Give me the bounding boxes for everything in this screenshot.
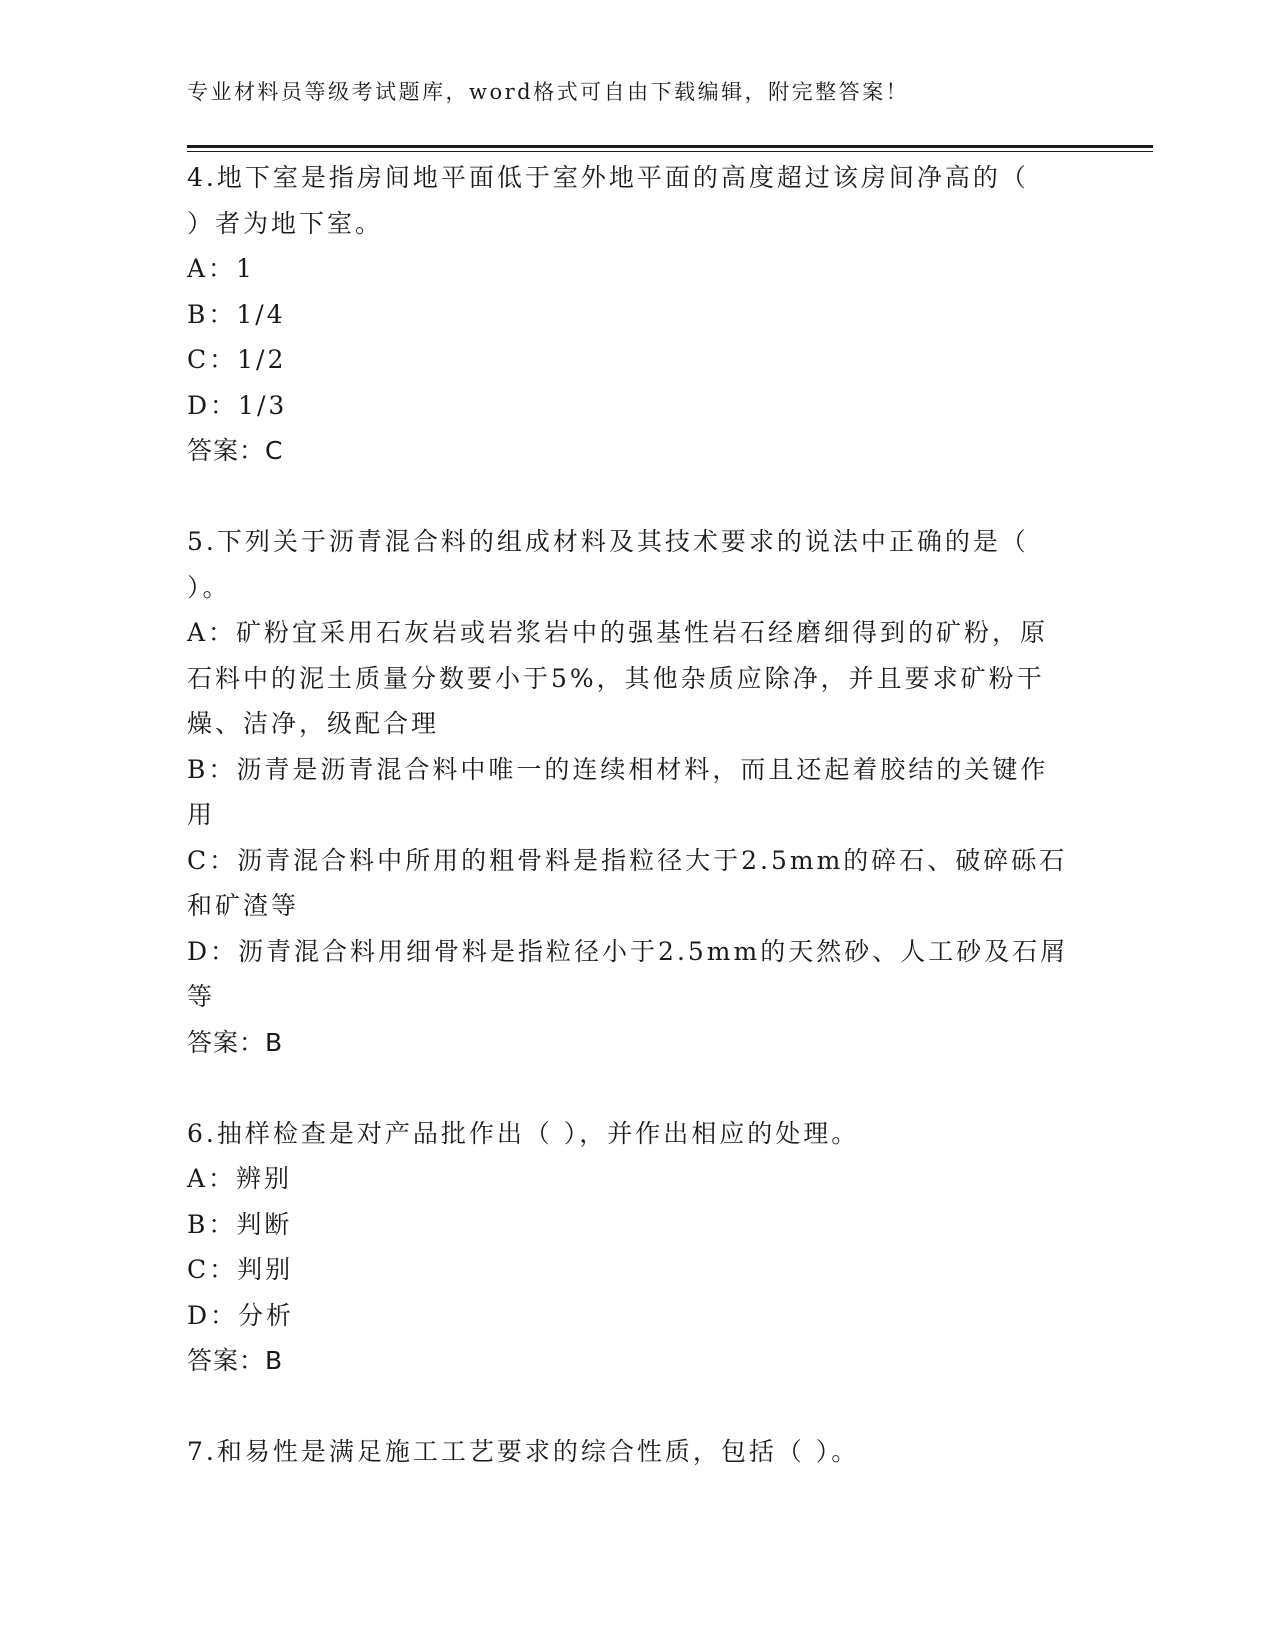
- option-c: C：沥青混合料中所用的粗骨料是指粒径大于2.5mm的碎石、破碎砾石: [187, 845, 1068, 875]
- question-4: [187, 155, 1067, 474]
- header-rule-thick: [187, 145, 1153, 148]
- option-b: B：沥青是沥青混合料中唯一的连续相材料，而且还起着胶结的关键作: [187, 754, 1049, 784]
- question-stem-line: 7.和易性是满足施工工艺要求的综合性质，包括（ ）。: [187, 1437, 860, 1466]
- question-stem-line: 4.地下室是指房间地平面低于室外地平面的高度超过该房间净高的（: [187, 163, 1029, 192]
- option-b: B：判断: [187, 1209, 293, 1239]
- option-d: D：1/3: [187, 390, 288, 420]
- header-rule-thin: [187, 151, 1153, 152]
- question-stem-line: ）。: [187, 572, 231, 602]
- answer-line: 答案：C: [187, 436, 284, 465]
- option-c-cont: 和矿渣等: [187, 891, 300, 920]
- option-d: D：分析: [187, 1300, 295, 1330]
- option-b: B：1/4: [187, 299, 286, 329]
- option-a: A：辨别: [187, 1164, 293, 1193]
- answer-line: 答案：B: [187, 1346, 284, 1375]
- spacer: [187, 474, 1067, 520]
- option-a-cont: 石料中的泥土质量分数要小于5%，其他杂质应除净，并且要求矿粉干: [187, 663, 1045, 693]
- question-5: [187, 519, 1067, 1065]
- spacer: [187, 1065, 1067, 1111]
- option-c: C：1/2: [187, 345, 287, 374]
- question-stem-line: ）者为地下室。: [187, 208, 384, 238]
- page-header: 专业材料员等级考试题库，word格式可自由下载编辑，附完整答案！: [187, 80, 910, 104]
- question-list: [187, 155, 1067, 1475]
- question-7: [187, 1429, 1067, 1475]
- option-d: D：沥青混合料用细骨料是指粒径小于2.5mm的天然砂、人工砂及石屑: [187, 936, 1069, 966]
- option-b-cont: 用: [187, 800, 216, 829]
- option-a-cont: 燥、洁净，级配合理: [187, 709, 440, 738]
- answer-line: 答案：B: [187, 1027, 284, 1057]
- question-stem-line: 5.下列关于沥青混合料的组成材料及其技术要求的说法中正确的是（: [187, 527, 1029, 556]
- spacer: [187, 1384, 1067, 1430]
- option-c: C：判别: [187, 1255, 294, 1284]
- option-a: A：1: [187, 254, 255, 283]
- question-6: [187, 1111, 1067, 1384]
- question-stem-line: 6.抽样检查是对产品批作出（ ），并作出相应的处理。: [187, 1118, 860, 1148]
- option-d-cont: 等: [187, 982, 216, 1011]
- option-a: A：矿粉宜采用石灰岩或岩浆岩中的强基性岩石经磨细得到的矿粉，原: [187, 618, 1049, 647]
